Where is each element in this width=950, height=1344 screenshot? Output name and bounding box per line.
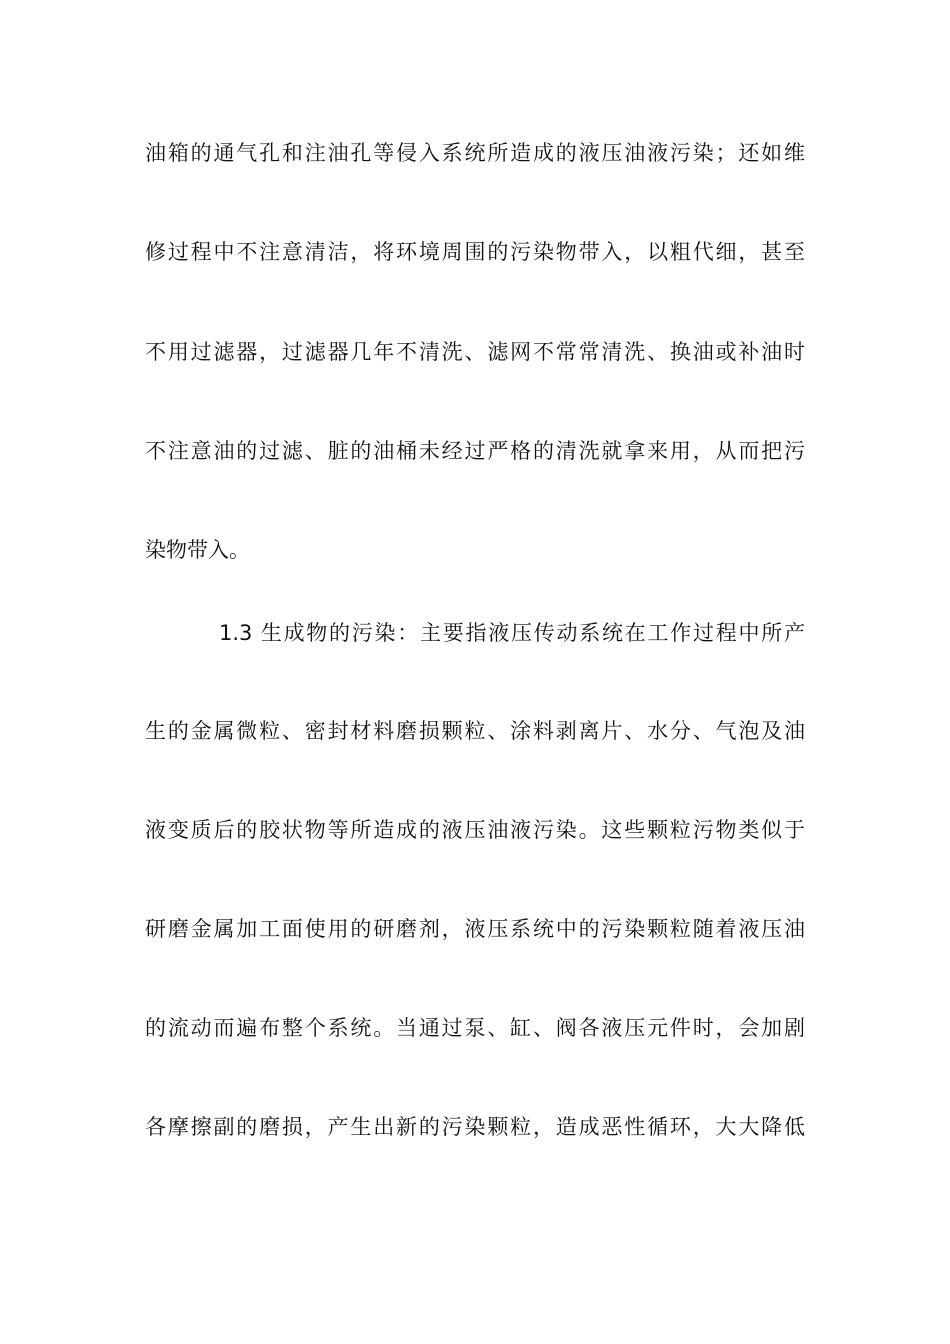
paragraph-line: 研磨金属加工面使用的研磨剂，液压系统中的污染颗粒随着液压油 [145, 917, 805, 941]
paragraph-line: 生的金属微粒、密封材料磨损颗粒、涂料剥离片、水分、气泡及油 [145, 719, 805, 743]
paragraph-line: 液变质后的胶状物等所造成的液压油液污染。这些颗粒污物类似于 [145, 818, 805, 842]
paragraph-line: 不注意油的过滤、脏的油桶未经过严格的清洗就拿来用，从而把污 [145, 439, 805, 463]
paragraph-line: 染物带入。 [145, 538, 250, 562]
paragraph-line: 修过程中不注意清洁，将环境周围的污染物带入，以粗代细，甚至 [145, 240, 805, 264]
paragraph-line: 不用过滤器，过滤器几年不清洗、滤网不常常清洗、换油或补油时 [145, 340, 805, 364]
section-heading-line: 1.3 生成物的污染：主要指液压传动系统在工作过程中所产 [219, 621, 805, 645]
paragraph-line: 的流动而遍布整个系统。当通过泵、缸、阀各液压元件时，会加剧 [145, 1016, 805, 1040]
paragraph-line: 各摩擦副的磨损，产生出新的污染颗粒，造成恶性循环，大大降低 [145, 1115, 805, 1139]
paragraph-line: 油箱的通气孔和注油孔等侵入系统所造成的液压油液污染；还如维 [145, 141, 805, 165]
